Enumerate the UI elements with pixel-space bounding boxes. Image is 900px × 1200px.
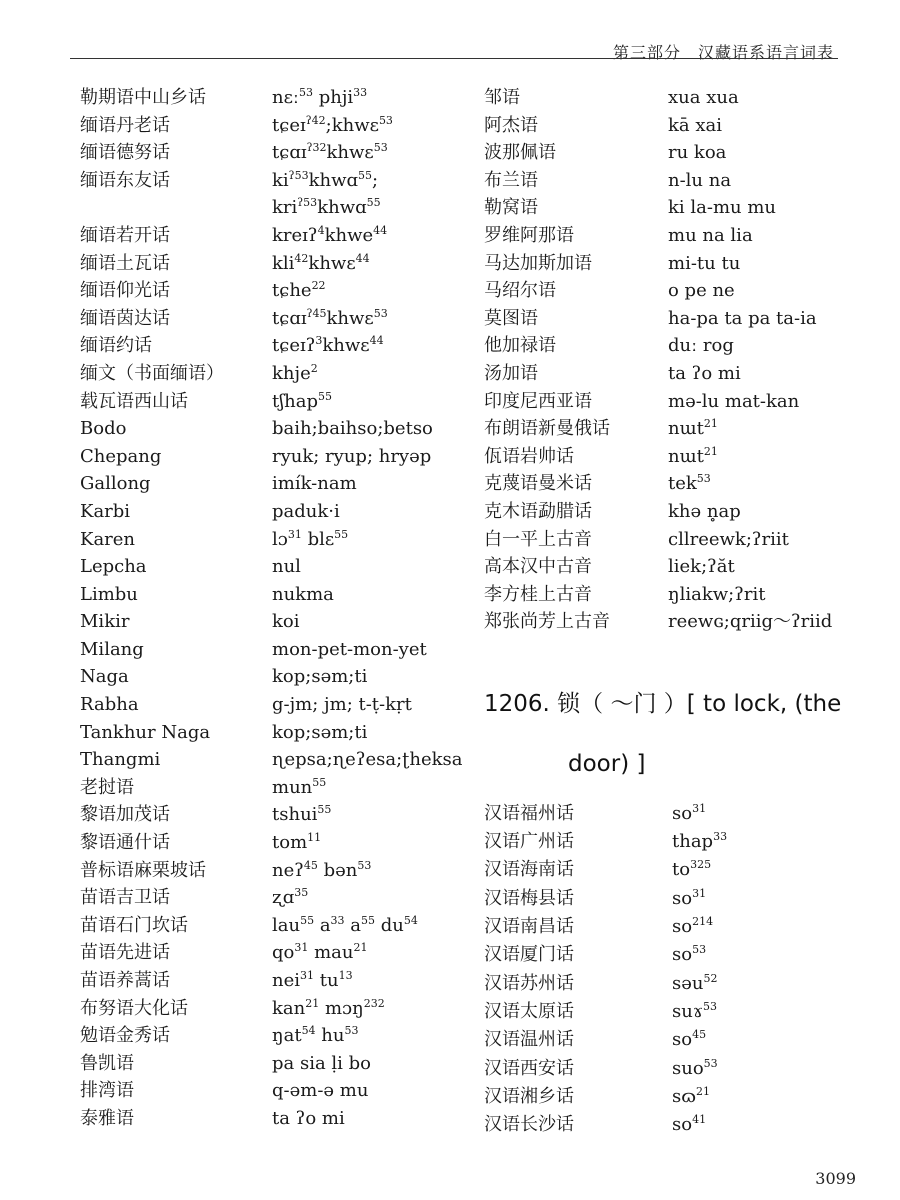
entry-row: [80, 663, 440, 691]
word-form: n-lu na: [668, 169, 732, 191]
language-name: 缅语土瓦话: [80, 252, 170, 274]
language-name: 老挝语: [80, 776, 134, 798]
language-name: 勒窝语: [484, 197, 538, 219]
entry-row: [80, 553, 440, 581]
right-column: [484, 84, 864, 1139]
word-form: $qo^{31}$ mau$^{21}$: [272, 941, 368, 964]
language-name: Mikir: [80, 611, 130, 633]
language-name: 汉语广州话: [484, 831, 574, 853]
entry-row: [484, 277, 864, 305]
word-form: tɕhe$^{22}$: [272, 279, 326, 302]
entry-row: [484, 800, 864, 828]
word-form: koi: [272, 611, 300, 633]
entry-row: [80, 470, 440, 498]
entry-row: [484, 470, 864, 498]
language-name: 缅语东友话: [80, 169, 170, 191]
entry-row: [80, 222, 440, 250]
word-form: ha-pa ta pa ta-ia: [668, 307, 817, 329]
language-name: 邹语: [484, 87, 520, 108]
language-name: 缅语丹老话: [80, 114, 170, 136]
language-name: Naga: [80, 666, 129, 688]
word-form: o pe ne: [668, 280, 735, 302]
language-name: 汤加语: [484, 362, 538, 384]
header-rule: [70, 58, 838, 59]
entry-row: [80, 774, 440, 802]
language-name: 苗语养蒿话: [80, 970, 170, 991]
entry-row: [484, 1026, 864, 1054]
word-form: $to^{325}$: [672, 858, 712, 881]
entry-row: [80, 332, 440, 360]
word-form: ta ʔo mi: [272, 1107, 345, 1129]
language-name: 白一平上古音: [484, 528, 592, 550]
word-form: nɛː$^{53}$ phji$^{33}$: [272, 86, 368, 108]
word-form: neʔ$^{45}$ bən$^{53}$: [272, 858, 372, 881]
language-name: 缅文（书面缅语）: [80, 362, 224, 384]
word-form: kri$^{ʔ53}$khwɑ$^{55}$: [272, 196, 381, 219]
word-form: sɷ$^{21}$: [672, 1084, 711, 1107]
language-name: 缅语茵达话: [80, 307, 170, 329]
word-form: paduk·i: [272, 500, 340, 522]
entry-row: [80, 912, 440, 940]
language-name: 布朗语新曼俄话: [484, 418, 610, 440]
entry-row: [484, 112, 864, 140]
word-form: xua xua: [668, 87, 739, 108]
word-form: $so^{53}$: [672, 943, 707, 966]
language-name: Thangmi: [80, 749, 161, 771]
word-form: lɔ$^{31}$ blɛ$^{55}$: [272, 527, 349, 550]
entry-row: [484, 581, 864, 609]
right-entries: [484, 84, 864, 636]
word-form: liek;ʔăt: [668, 556, 735, 578]
language-name: 排湾语: [80, 1080, 134, 1102]
entry-row: [484, 1083, 864, 1111]
entry-row: [484, 194, 864, 222]
language-name: 他加禄语: [484, 335, 556, 357]
entry-row: [484, 84, 864, 112]
language-name: Chepang: [80, 445, 162, 467]
word-form: $so^{31}$: [672, 801, 707, 824]
word-form: tʃhap$^{55}$: [272, 389, 332, 412]
language-name: 阿杰语: [484, 114, 538, 136]
word-form: nei$^{31}$ $tu^{13}$: [272, 969, 353, 991]
language-name: 波那佩语: [484, 142, 556, 164]
entry-row: [484, 828, 864, 856]
entry-row: [484, 553, 864, 581]
entry-row: [80, 1050, 440, 1078]
language-name: 佤语岩帅话: [484, 445, 574, 467]
language-name: 克蔑语曼米话: [484, 473, 592, 495]
entry-row: [484, 332, 864, 360]
entry-row: [484, 1111, 864, 1139]
word-form: ryuk; ryup; hryəp: [272, 445, 432, 467]
section-heading-line1: 1206. 锁（ ～门 ）[ to lock, (the: [484, 690, 842, 717]
word-form: tshui$^{55}$: [272, 803, 332, 826]
entry-row: [80, 194, 440, 222]
entry-row: [80, 139, 440, 167]
entry-row: [80, 1022, 440, 1050]
language-name: 汉语长沙话: [484, 1114, 574, 1136]
language-name: 印度尼西亚语: [484, 390, 592, 412]
word-form: səu$^{52}$: [672, 971, 718, 994]
language-name: 汉语温州话: [484, 1029, 574, 1051]
language-name: 缅语若开话: [80, 224, 170, 246]
entry-row: [484, 526, 864, 554]
language-name: 缅语仰光话: [80, 280, 170, 302]
entry-row: [484, 139, 864, 167]
word-form: $so^{41}$: [672, 1113, 707, 1136]
entry-row: [80, 526, 440, 554]
word-form: nɯt$^{21}$: [668, 444, 718, 467]
word-form: g-jm; jm; t-ṭ-kṛt: [272, 694, 412, 716]
entry-row: [80, 388, 440, 416]
language-name: Milang: [80, 638, 144, 660]
entry-row: [80, 939, 440, 967]
entry-row: [80, 829, 440, 857]
entry-row: [80, 415, 440, 443]
language-name: 勉语金秀话: [80, 1025, 170, 1047]
word-form: ŋat$^{54}$ $hu^{53}$: [272, 1024, 359, 1047]
word-form: cllreewk;ʔriit: [668, 528, 789, 550]
word-form: tɕeɪ$^{ʔ42}$;khwɛ$^{53}$: [272, 113, 393, 136]
entry-row: [484, 970, 864, 998]
language-name: Gallong: [80, 473, 151, 495]
entry-row: [484, 998, 864, 1026]
word-form: suo$^{53}$: [672, 1056, 718, 1079]
word-form: tek$^{53}$: [668, 472, 711, 495]
language-name: 汉语苏州话: [484, 972, 574, 994]
language-name: 汉语湘乡话: [484, 1085, 574, 1107]
entry-row: [80, 443, 440, 471]
word-form: kā xai: [668, 114, 722, 136]
language-name: 苗语先进话: [80, 942, 170, 964]
language-name: 郑张尚芳上古音: [484, 611, 610, 633]
entry-row: [484, 360, 864, 388]
entry-row: [484, 608, 864, 636]
word-form: thap$^{33}$: [672, 830, 728, 853]
entry-row: [80, 636, 440, 664]
entry-row: [484, 222, 864, 250]
word-form: duː rog: [668, 335, 734, 357]
word-form: mu na lia: [668, 224, 753, 246]
language-name: Limbu: [80, 583, 138, 605]
word-form: nukma: [272, 583, 334, 605]
entry-row: [80, 608, 440, 636]
section-heading: [484, 674, 864, 794]
entry-row: [484, 885, 864, 913]
language-name: 布努语大化话: [80, 997, 188, 1019]
entry-row: [80, 1077, 440, 1105]
word-form: ʐɑ$^{35}$: [272, 886, 309, 909]
language-name: 汉语太原话: [484, 1000, 574, 1022]
language-name: Karen: [80, 528, 136, 550]
language-name: 莫图语: [484, 307, 538, 329]
entry-row: [484, 913, 864, 941]
word-form: khje$^2$: [272, 361, 318, 384]
word-form: $so^{45}$: [672, 1028, 707, 1051]
word-form: kreɪʔ$^4$khwe$^{44}$: [272, 223, 388, 246]
entry-row: [80, 360, 440, 388]
language-name: 黎语通什话: [80, 832, 170, 854]
language-name: Karbi: [80, 500, 131, 522]
word-form: reewɢ;qriig～ʔriid: [668, 611, 833, 633]
word-form: nɯt$^{21}$: [668, 417, 718, 440]
word-form: suɤ$^{53}$: [672, 999, 717, 1022]
running-header: 第三部分 汉藏语系语言词表: [612, 43, 834, 62]
word-form: mi-tu tu: [668, 252, 741, 274]
language-name: 泰雅语: [80, 1107, 134, 1129]
entry-row: [484, 250, 864, 278]
left-column: [80, 84, 463, 1133]
word-form: tɕɑɪ$^{ʔ45}$khwɛ$^{53}$: [272, 306, 388, 329]
word-form: q-əm-ə mu: [272, 1080, 369, 1102]
word-form: kop;səm;ti: [272, 666, 368, 688]
word-form: nul: [272, 556, 301, 578]
word-form: ɳepsa;ɳeʔesa;ʈheksa: [272, 749, 463, 771]
language-name: 汉语梅县话: [484, 887, 574, 909]
word-form: $ki^{ʔ53}khwɑ^{55}$;: [272, 168, 379, 191]
entry-row: [80, 84, 440, 112]
entry-row: [80, 1105, 440, 1133]
word-form: baih;baihso;betso: [272, 418, 433, 440]
entry-row: [484, 167, 864, 195]
language-name: 载瓦语西山话: [80, 390, 188, 412]
section-heading-line2: door) ]: [568, 750, 646, 777]
entry-row: [484, 1055, 864, 1083]
section-entries: [484, 800, 864, 1140]
entry-row: [484, 498, 864, 526]
entry-row: [80, 250, 440, 278]
word-form: kli$^{42}$khwɛ$^{44}$: [272, 251, 370, 274]
language-name: 苗语吉卫话: [80, 887, 170, 909]
language-name: 布兰语: [484, 169, 538, 191]
entry-row: [80, 746, 463, 774]
language-name: 马绍尔语: [484, 280, 556, 302]
page-number: 3099: [815, 1169, 856, 1188]
entry-row: [80, 995, 440, 1023]
word-form: ta ʔo mi: [668, 362, 741, 384]
word-form: mun$^{55}$: [272, 775, 327, 798]
entry-row: [80, 305, 440, 333]
entry-row: [484, 856, 864, 884]
language-name: 汉语厦门话: [484, 944, 574, 966]
language-name: 克木语勐腊话: [484, 500, 592, 522]
entry-row: [80, 112, 440, 140]
language-name: 鲁凯语: [80, 1052, 134, 1074]
word-form: khə n̥ap: [668, 500, 741, 522]
language-name: 缅语德努话: [80, 142, 170, 164]
word-form: tɕeɪʔ$^3$khwɛ$^{44}$: [272, 334, 384, 357]
language-name: 汉语海南话: [484, 859, 574, 881]
language-name: 缅语约话: [80, 335, 152, 357]
language-name: [80, 194, 272, 222]
word-form: ru koa: [668, 142, 727, 164]
entry-row: [484, 305, 864, 333]
entry-row: [80, 967, 440, 995]
entry-row: [80, 857, 440, 885]
language-name: 苗语石门坎话: [80, 914, 188, 936]
entry-row: [80, 691, 440, 719]
language-name: 黎语加茂话: [80, 804, 170, 826]
word-form: mon-pet-mon-yet: [272, 638, 427, 660]
entry-row: [80, 581, 440, 609]
language-name: 李方桂上古音: [484, 583, 592, 605]
word-form: pa sia ḷi bo: [272, 1052, 372, 1074]
entry-row: [484, 415, 864, 443]
entry-row: [80, 719, 440, 747]
word-form: tom$^{11}$: [272, 831, 322, 854]
entry-row: [484, 443, 864, 471]
language-name: 汉语南昌话: [484, 916, 574, 938]
word-form: mə-lu mat-kan: [668, 390, 800, 412]
entry-row: [80, 277, 440, 305]
word-form: kop;səm;ti: [272, 721, 368, 743]
language-name: 汉语福州话: [484, 802, 574, 824]
entry-row: [484, 941, 864, 969]
word-form: $so^{31}$: [672, 886, 707, 909]
word-form: imík-nam: [272, 473, 357, 495]
language-name: 马达加斯加语: [484, 252, 592, 274]
word-form: ŋliakw;ʔrit: [668, 583, 766, 605]
entry-row: [80, 884, 440, 912]
word-form: ki la-mu mu: [668, 197, 776, 219]
language-name: Tankhur Naga: [80, 721, 211, 743]
language-name: 普标语麻栗坡话: [80, 859, 206, 881]
language-name: 高本汉中古音: [484, 556, 592, 578]
word-form: $so^{214}$: [672, 915, 714, 938]
entry-row: [80, 801, 440, 829]
language-name: Rabha: [80, 694, 139, 716]
word-form: kan$^{21}$ mɔŋ$^{232}$: [272, 996, 385, 1019]
entry-row: [80, 498, 440, 526]
entry-row: [80, 167, 440, 195]
word-form: tɕɑɪ$^{ʔ32}$khwɛ$^{53}$: [272, 141, 388, 164]
language-name: 汉语西安话: [484, 1057, 574, 1079]
language-name: 罗维阿那语: [484, 224, 574, 246]
language-name: 勒期语中山乡话: [80, 87, 206, 108]
word-form: lau$^{55}$ $a^{33}$ $a^{55}$ $du^{54}$: [272, 913, 418, 936]
language-name: Bodo: [80, 418, 127, 440]
language-name: Lepcha: [80, 556, 147, 578]
entry-row: [484, 388, 864, 416]
